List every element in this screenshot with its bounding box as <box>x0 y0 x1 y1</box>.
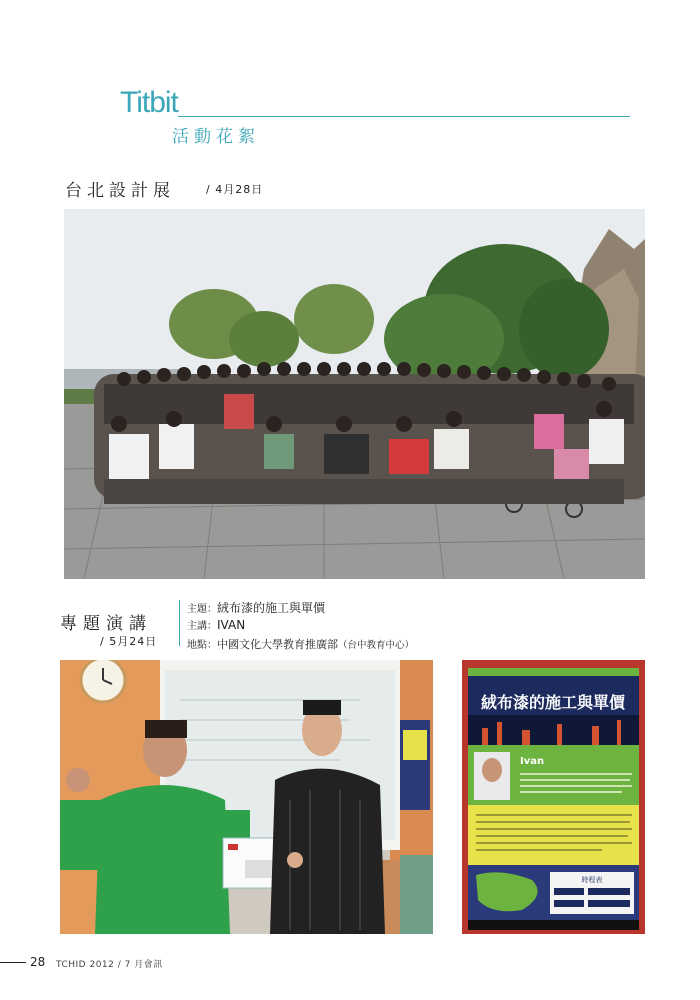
lecture-divider <box>179 600 180 646</box>
lecture-venue-value: 中國文化大學教育推廣部 <box>217 638 338 651</box>
lecture-speaker-value: IVAN <box>217 618 246 632</box>
lecture-topic-value: 絨布漆的施工與單價 <box>217 601 326 615</box>
section-subtitle: 活動花絮 <box>172 127 260 147</box>
event-title-design-expo: 台北設計展 <box>65 181 175 201</box>
footer-rule <box>0 962 26 963</box>
poster-schedule-title: 時程表 <box>581 876 603 884</box>
event-date-design-expo: / 4月28日 <box>206 183 264 196</box>
lecture-speaker-label: 主講： <box>187 621 217 632</box>
group-photo <box>64 209 645 579</box>
event-title-lecture: 專題演講 <box>60 614 152 634</box>
poster-headline: 絨布漆的施工與單價 <box>480 693 626 712</box>
lecture-award-photo <box>60 660 433 934</box>
poster-speaker: Ivan <box>520 756 545 767</box>
lecture-venue-label: 地點： <box>187 640 217 651</box>
event-date-lecture: / 5月24日 <box>100 635 158 648</box>
page-number: 28 <box>30 955 46 969</box>
lecture-topic <box>187 599 325 616</box>
lecture-poster-photo <box>462 660 645 934</box>
lecture-speaker <box>187 617 245 632</box>
section-title-titbit: Titbit <box>120 86 178 119</box>
lecture-topic-label: 主題： <box>187 604 217 615</box>
header-rule <box>178 116 630 117</box>
issue-label: TCHID 2012 / 7 月會訊 <box>56 960 163 970</box>
lecture-venue <box>187 636 414 652</box>
lecture-venue-note: （台中教育中心） <box>338 640 415 651</box>
